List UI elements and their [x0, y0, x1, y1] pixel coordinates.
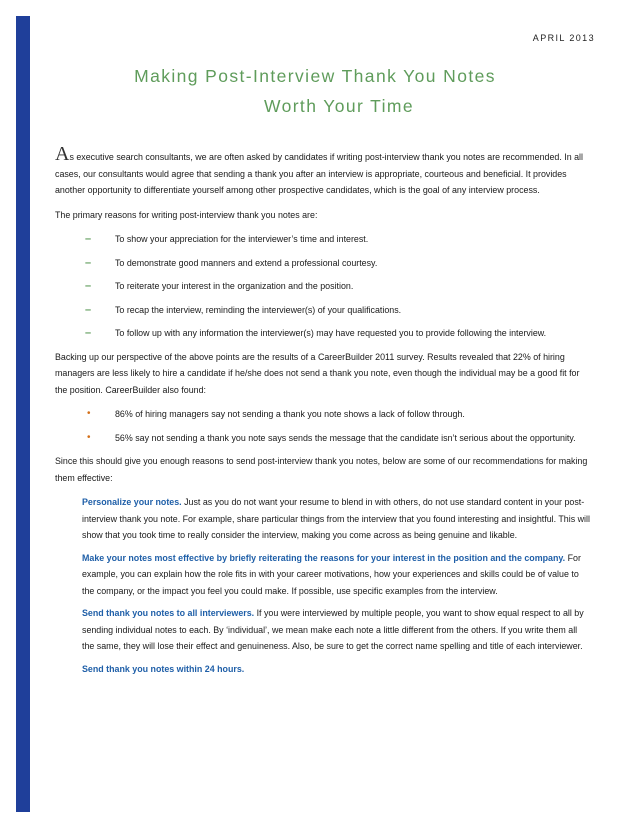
list-item: – To show your appreciation for the interviewer’s time and interest.	[55, 231, 590, 248]
sidebar-bar	[16, 16, 30, 812]
title-line-2: Worth Your Time	[263, 96, 415, 116]
intro-text: s executive search consultants, we are often asked by candidates if writing post-interview thank you notes are recommended. In all cases, our consultants would agree that sending a thank you after an interview is appropriate, courteous and beneficial. It provides another opportunity to differentiate yourself among other prospective candidates, which is the goal of any interview process.	[55, 152, 583, 195]
recommendation-heading: Personalize your notes.	[82, 497, 182, 507]
list-item: – To reiterate your interest in the organization and the position.	[55, 278, 590, 295]
recommendation-text: Just as you do not want your resume to blend in with others, do not use standard content in your post-interview thank you note. For example, share particular things from the interview that you found interesting and insightful. This will show that you took time to really consider the interview, making you come across as being genuine and likable.	[82, 497, 590, 540]
list-item: – To demonstrate good manners and extend a professional courtesy.	[55, 255, 590, 272]
dash-bullet-icon: –	[85, 327, 92, 339]
list-item: • 86% of hiring managers say not sending a thank you note shows a lack of follow through.	[55, 406, 590, 423]
reasons-list	[55, 231, 590, 342]
recommendation-heading: Send thank you notes within 24 hours.	[82, 663, 245, 674]
article-body	[55, 143, 590, 683]
survey-paragraph: Backing up our perspective of the above points are the results of a CareerBuilder 2011 survey. Results revealed that 22% of hiring managers are less likely to hire a candidate if he/she does not send a thank you note, even though the individual may be a good fit for the position. CareerBuilder also found:	[55, 351, 580, 395]
intro-paragraph	[55, 143, 590, 199]
dash-bullet-icon: –	[85, 303, 92, 316]
issue-date: APRIL 2013	[532, 33, 595, 43]
list-item: • 56% say not sending a thank you note says sends the message that the candidate isn’t serious about the opportunity.	[55, 430, 590, 447]
dash-bullet-icon: –	[85, 256, 92, 269]
dash-bullet-icon: –	[85, 280, 92, 292]
dot-bullet-icon: •	[87, 408, 91, 419]
recommendation-item	[55, 494, 590, 544]
drop-cap: A	[55, 143, 70, 165]
recommendation-text: For example, you can explain how the role fits in with your career motivations, how your experiences and skills could be of value to the company, or the impact you feel you could make. If possible, use specific examples from the interview.	[82, 552, 581, 596]
recommendation-item	[55, 661, 590, 678]
findings-list	[55, 406, 590, 446]
title-line-1: Making Post-Interview Thank You Notes	[134, 66, 496, 86]
recommendation-heading: Send thank you notes to all interviewers.	[82, 608, 255, 618]
dot-bullet-icon: •	[87, 431, 91, 443]
recommendation-item	[55, 550, 590, 600]
dash-bullet-icon: –	[85, 233, 92, 245]
list-item: – To recap the interview, reminding the interviewer(s) of your qualifications.	[55, 302, 590, 319]
reasons-intro: The primary reasons for writing post-interview thank you notes are:	[55, 209, 318, 220]
recommendation-item	[55, 605, 590, 655]
recommendations-intro: Since this should give you enough reasons to send post-interview thank you notes, below are some of our recommendations for making them effective:	[55, 456, 588, 483]
recommendation-heading: Make your notes most effective by briefly reiterating the reasons for your interest in the position and the company.	[82, 552, 566, 563]
recommendation-text: If you were interviewed by multiple people, you want to show equal respect to all by sending individual notes to each. By ‘individual’, we mean make each note a little different from the others. If you write them all the same, they will lose their effect and genuineness. Also, be sure to get the correct name spelling and title of each interviewer.	[82, 608, 584, 651]
list-item: – To follow up with any information the interviewer(s) may have requested you to provide following the interview.	[55, 325, 590, 342]
